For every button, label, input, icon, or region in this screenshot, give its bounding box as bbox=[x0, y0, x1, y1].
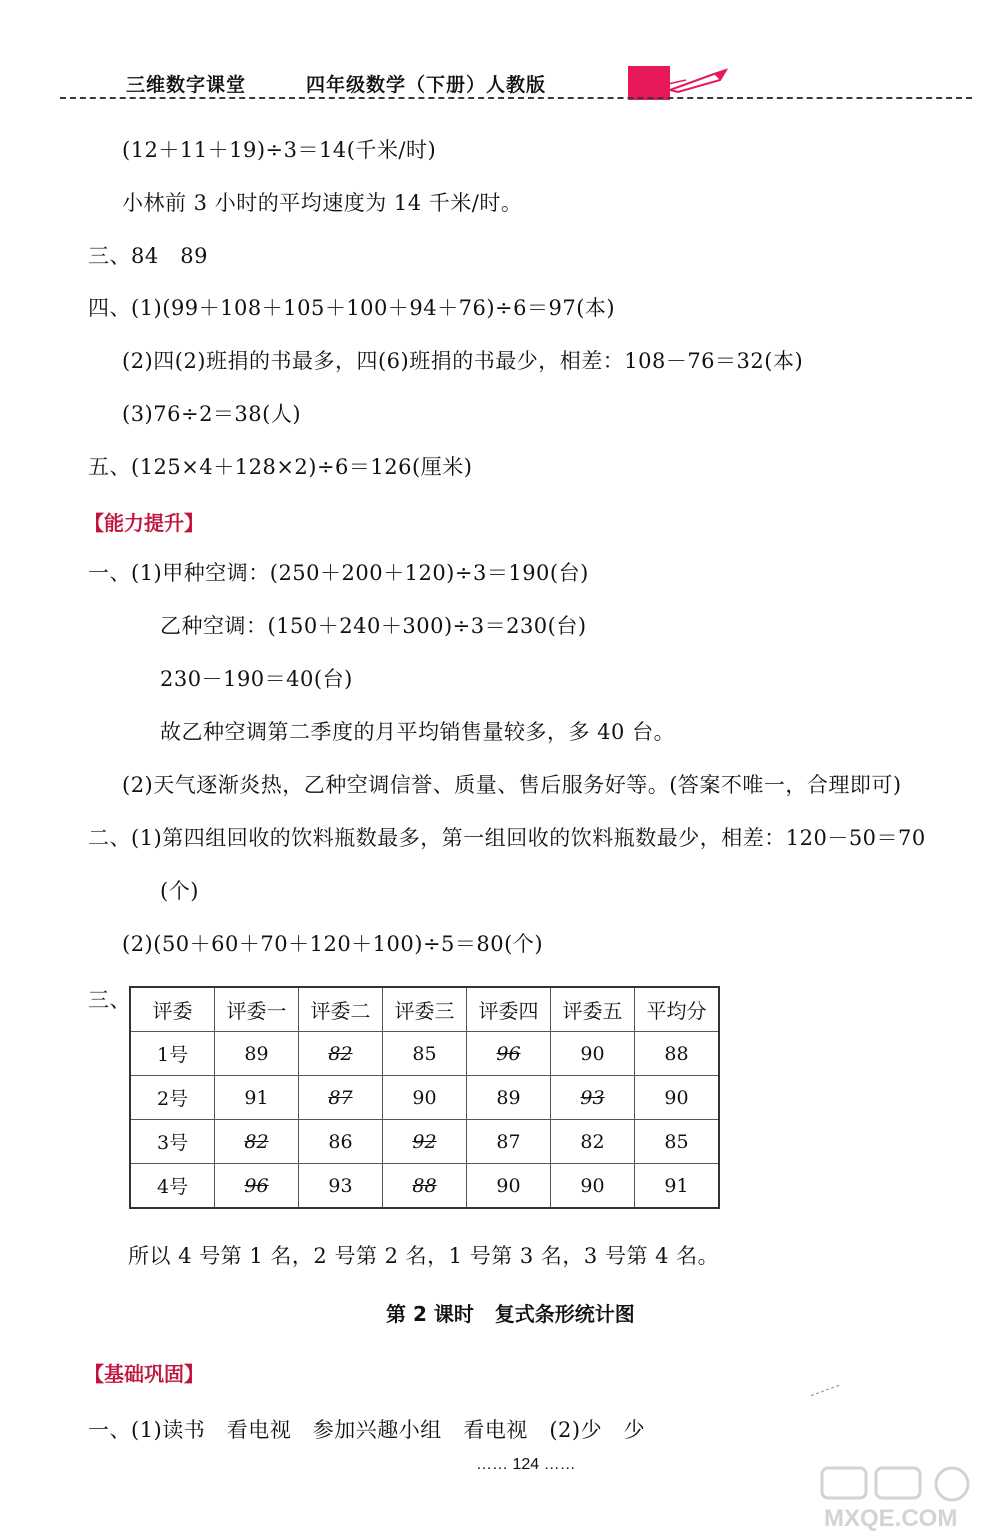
answer-line-11: 故乙种空调第二季度的月平均销售量较多，多 40 台。 bbox=[160, 720, 676, 744]
table-cell: 87 bbox=[467, 1120, 551, 1164]
table-cell: 82 bbox=[551, 1120, 635, 1164]
page-number: 124 bbox=[512, 1456, 540, 1473]
table-cell: 82 bbox=[299, 1032, 383, 1076]
table-row bbox=[130, 1120, 719, 1164]
table-cell: 86 bbox=[299, 1120, 383, 1164]
table-cell: 96 bbox=[467, 1032, 551, 1076]
table-cell: 90 bbox=[383, 1076, 467, 1120]
decorative-dash bbox=[811, 1385, 840, 1396]
table-cell: 85 bbox=[635, 1120, 720, 1164]
answer-line-9: 乙种空调：(150＋240＋300)÷3＝230(台) bbox=[160, 614, 587, 638]
table-row bbox=[130, 1164, 719, 1209]
answer-line-10: 230－190＝40(台) bbox=[160, 667, 353, 691]
section-tag-basic: 【基础巩固】 bbox=[84, 1362, 204, 1386]
table-cell: 90 bbox=[551, 1164, 635, 1209]
table-cell: 91 bbox=[215, 1076, 299, 1120]
answer-line-8: 一、(1)甲种空调：(250＋200＋120)÷3＝190(台) bbox=[88, 561, 589, 585]
table-cell: 2号 bbox=[130, 1076, 215, 1120]
answer-line-4: 四、(1)(99＋108＋105＋100＋94＋76)÷6＝97(本) bbox=[88, 296, 616, 320]
table-header-cell: 评委五 bbox=[551, 987, 635, 1032]
table-cell: 87 bbox=[299, 1076, 383, 1120]
table-cell: 1号 bbox=[130, 1032, 215, 1076]
answer-line-18: 一、(1)读书 看电视 参加兴趣小组 看电视 (2)少 少 bbox=[88, 1418, 646, 1442]
table-cell: 89 bbox=[215, 1032, 299, 1076]
answer-line-12: (2)天气逐渐炎热，乙种空调信誉、质量、售后服务好等。(答案不唯一，合理即可) bbox=[122, 773, 902, 797]
answer-line-6: (3)76÷2＝38(人) bbox=[122, 402, 302, 426]
answer-line-7: 五、(125×4＋128×2)÷6＝126(厘米) bbox=[88, 455, 473, 479]
answer-line-17: 所以 4 号第 1 名，2 号第 2 名，1 号第 3 名，3 号第 4 名。 bbox=[128, 1244, 720, 1268]
table-cell: 90 bbox=[551, 1032, 635, 1076]
table-cell: 93 bbox=[551, 1076, 635, 1120]
table-cell: 93 bbox=[299, 1164, 383, 1209]
table-cell: 89 bbox=[467, 1076, 551, 1120]
answer-line-3: 三、84 89 bbox=[88, 244, 208, 268]
table-cell: 96 bbox=[215, 1164, 299, 1209]
table-cell: 88 bbox=[635, 1032, 720, 1076]
table-header-cell: 评委二 bbox=[299, 987, 383, 1032]
header-divider bbox=[60, 97, 972, 99]
table-cell: 85 bbox=[383, 1032, 467, 1076]
table-header-cell: 评委 bbox=[130, 987, 215, 1032]
table-row bbox=[130, 1032, 719, 1076]
answer-line-15: (2)(50＋60＋70＋120＋100)÷5＝80(个) bbox=[122, 932, 544, 956]
table-cell: 92 bbox=[383, 1120, 467, 1164]
table-cell: 88 bbox=[383, 1164, 467, 1209]
table-header-cell: 评委四 bbox=[467, 987, 551, 1032]
table-header-cell: 评委一 bbox=[215, 987, 299, 1032]
table-cell: 3号 bbox=[130, 1120, 215, 1164]
answer-line-16: 三、 bbox=[88, 988, 131, 1012]
table-header-cell: 评委三 bbox=[383, 987, 467, 1032]
table-header-cell: 平均分 bbox=[635, 987, 720, 1032]
table-cell: 91 bbox=[635, 1164, 720, 1209]
answer-line-13: 二、(1)第四组回收的饮料瓶数最多，第一组回收的饮料瓶数最少，相差：120－50＝70 bbox=[88, 826, 926, 850]
header-series-title: 三维数字课堂 bbox=[126, 74, 247, 96]
answer-line-14: (个) bbox=[160, 879, 199, 903]
footer-dots-left: …… bbox=[476, 1456, 508, 1473]
section-tag-ability: 【能力提升】 bbox=[84, 511, 204, 535]
answer-line-2: 小林前 3 小时的平均速度为 14 千米/时。 bbox=[122, 191, 523, 215]
header-book-title: 四年级数学（下册）人教版 bbox=[306, 74, 547, 96]
table-cell: 90 bbox=[467, 1164, 551, 1209]
table-cell: 82 bbox=[215, 1120, 299, 1164]
table-cell: 90 bbox=[635, 1076, 720, 1120]
svg-text:MXQE.COM: MXQE.COM bbox=[824, 1505, 958, 1532]
score-table bbox=[129, 986, 720, 1209]
table-row bbox=[130, 1076, 719, 1120]
table-cell: 4号 bbox=[130, 1164, 215, 1209]
table-header-row bbox=[130, 987, 719, 1032]
watermark-logo bbox=[818, 1466, 988, 1532]
header-accent-block bbox=[628, 66, 670, 100]
footer-dots-right: …… bbox=[543, 1456, 576, 1473]
lesson-section-title: 第 2 课时 复式条形统计图 bbox=[386, 1302, 635, 1326]
answer-line-5: (2)四(2)班捐的书最多，四(6)班捐的书最少，相差：108－76＝32(本) bbox=[122, 349, 804, 373]
answer-line-1: (12＋11＋19)÷3＝14(千米/时) bbox=[122, 138, 437, 162]
page-footer bbox=[476, 1456, 576, 1474]
rocket-icon bbox=[666, 66, 730, 96]
